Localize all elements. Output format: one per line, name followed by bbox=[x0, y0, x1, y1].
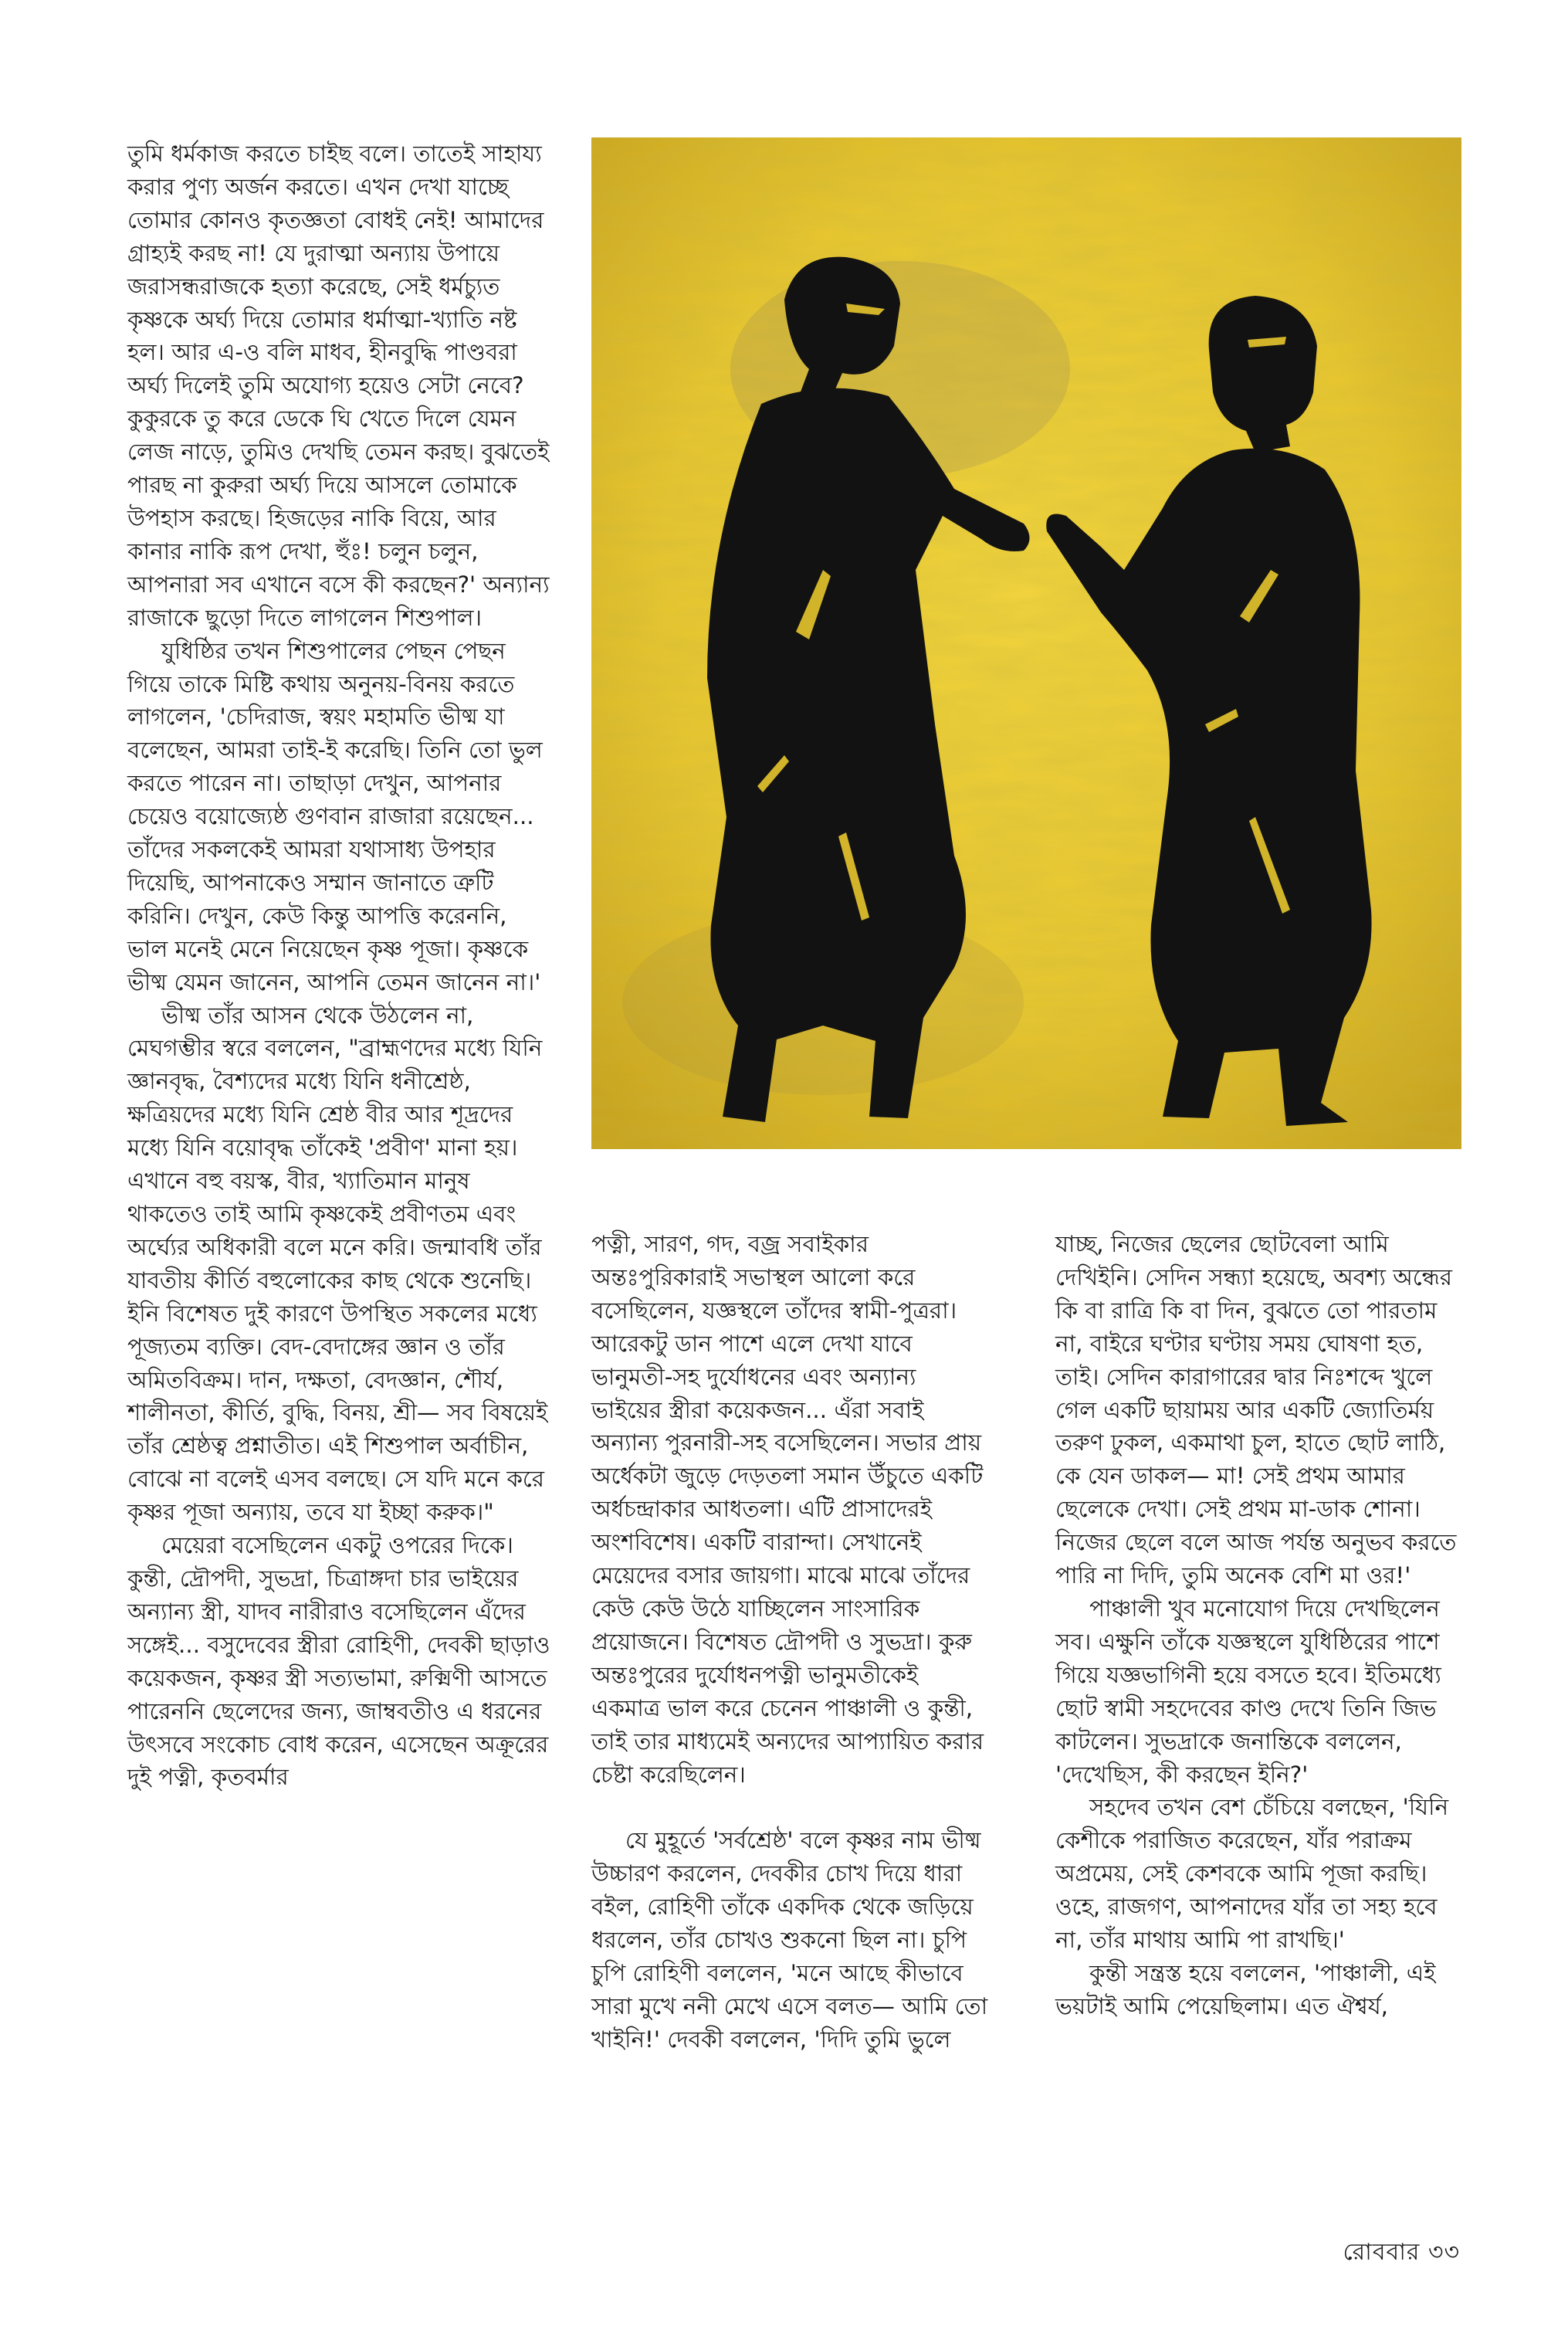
paragraph: যে মুহূর্তে 'সর্বশ্রেষ্ঠ' বলে কৃষ্ণর নাম ভীষ্ম উচ্চারণ করলেন, দেবকীর চোখ দিয়ে ধারা বইল, রোহিণী তাঁকে একদিক থেকে জড়িয়ে ধরলেন, তাঁর চোখও শুকনো ছিল না। চুপি চুপি রোহিণী বললেন, 'মনে আছে কীভাবে সারা মুখে ননী মেখে এসে বলত— আমি তো খাইনি!' দেবকী বললেন, 'দিদি তুমি ভুলে bbox=[591, 1827, 988, 2053]
paragraph: ভীষ্ম তাঁর আসন থেকে উঠলেন না, মেঘগম্ভীর স্বরে বললেন, "ব্রাহ্মণদের মধ্যে যিনি জ্ঞানবৃদ্ধ, বৈশ্যদের মধ্যে যিনি ধনীশ্রেষ্ঠ, ক্ষত্রিয়দের মধ্যে যিনি শ্রেষ্ঠ বীর আর শূদ্রদের মধ্যে যিনি বয়োবৃদ্ধ তাঁকেই 'প্রবীণ' মানা হয়। এখানে বহু বয়স্ক, বীর, খ্যাতিমান মানুষ থাকতেও তাই আমি কৃষ্ণকেই প্রবীণতম এবং অর্ঘ্যের অধিকারী বলে মনে করি। জন্মাবধি তাঁর যাবতীয় কীর্তি বহুলোকের কাছ থেকে শুনেছি। ইনি বিশেষত দুই কারণে উপস্থিত সকলের মধ্যে পূজ্যতম ব্যক্তি। বেদ-বেদাঙ্গের জ্ঞান ও তাঁর অমিতবিক্রম। দান, দক্ষতা, বেদজ্ঞান, শৌর্য, শালীনতা, কীর্তি, বুদ্ধি, বিনয়, শ্রী— সব বিষয়েই তাঁর শ্রেষ্ঠত্ব প্রশ্নাতীত। এই শিশুপাল অর্বাচীন, বোঝে না বলেই এসব বলছে। সে যদি মনে করে কৃষ্ণর পূজা অন্যায়, তবে যা ইচ্ছা করুক।" bbox=[127, 1002, 548, 1526]
paragraph: সহদেব তখন বেশ চেঁচিয়ে বলছেন, 'যিনি কেশীকে পরাজিত করেছেন, যাঁর পরাক্রম অপ্রমেয়, সেই কেশবকে আমি পূজা করছি। ওহে, রাজগণ, আপনাদের যাঁর তা সহ্য হবে না, তাঁর মাথায় আমি পা রাখছি।' bbox=[1055, 1794, 1449, 1954]
text-column-middle bbox=[591, 1228, 993, 2056]
paragraph: মেয়েরা বসেছিলেন একটু ওপরের দিকে। কুন্তী, দ্রৌপদী, সুভদ্রা, চিত্রাঙ্গদা চার ভাইয়ের অন্যান্য স্ত্রী, যাদব নারীরাও বসেছিলেন এঁদের সঙ্গেই... বসুদেবের স্ত্রীরা রোহিণী, দেবকী ছাড়াও কয়েকজন, কৃষ্ণর স্ত্রী সত্যভামা, রুক্মিণী আসতে পারেননি ছেলেদের জন্য, জাম্ববতীও এ ধরনের উৎসবে সংকোচ বোধ করেন, এসেছেন অক্রূরের দুই পত্নী, কৃতবর্মার bbox=[127, 1532, 550, 1791]
paragraph: তুমি ধর্মকাজ করতে চাইছ বলে। তাতেই সাহায্য করার পুণ্য অর্জন করতে। এখন দেখা যাচ্ছে তোমার কোনও কৃতজ্ঞতা বোধই নেই! আমাদের গ্রাহ্যই করছ না! যে দুরাত্মা অন্যায় উপায়ে জরাসন্ধরাজকে হত্যা করেছে, সেই ধর্মচ্যুত কৃষ্ণকে অর্ঘ্য দিয়ে তোমার ধর্মাত্মা-খ্যাতি নষ্ট হল। আর এ-ও বলি মাধব, হীনবুদ্ধি পাণ্ডবরা অর্ঘ্য দিলেই তুমি অযোগ্য হয়েও সেটা নেবে? কুকুরকে তু করে ডেকে ঘি খেতে দিলে যেমন লেজ নাড়ে, তুমিও দেখছি তেমন করছ। বুঝতেই পারছ না কুরুরা অর্ঘ্য দিয়ে আসলে তোমাকে উপহাস করছে। হিজড়ের নাকি বিয়ে, আর কানার নাকি রূপ দেখা, হুঁঃ! চলুন চলুন, আপনারা সব এখানে বসে কী করছেন?' অন্যান্য রাজাকে ছুড়ো দিতে লাগলেন শিশুপাল। bbox=[127, 141, 550, 631]
text-column-left bbox=[127, 137, 552, 1794]
silhouette-illustration bbox=[591, 137, 1461, 1149]
paragraph: যাচ্ছ, নিজের ছেলের ছোটবেলা আমি দেখিইনি। সেদিন সন্ধ্যা হয়েছে, অবশ্য অন্ধের কি বা রাত্রি কি বা দিন, বুঝতে তো পারতাম না, বাইরে ঘণ্টার ঘণ্টায় সময় ঘোষণা হত, তাই। সেদিন কারাগারের দ্বার নিঃশব্দে খুলে গেল একটি ছায়াময় আর একটি জ্যোতির্ময় তরুণ ঢুকল, একমাথা চুল, হাতে ছোট লাঠি, কে যেন ডাকল— মা! সেই প্রথম আমার ছেলেকে দেখা। সেই প্রথম মা-ডাক শোনা। নিজের ছেলে বলে আজ পর্যন্ত অনুভব করতে পারি না দিদি, তুমি অনেক বেশি মা ওর!' bbox=[1055, 1231, 1457, 1589]
page-folio: রোববার ৩৩ bbox=[1343, 2239, 1460, 2266]
text-column-right bbox=[1055, 1228, 1461, 2023]
paragraph: কুন্তী সন্ত্রস্ত হয়ে বললেন, 'পাঞ্চালী, এই ভয়টাই আমি পেয়েছিলাম। এত ঐশ্বর্য, bbox=[1055, 1959, 1436, 2019]
paragraph: পাঞ্চালী খুব মনোযোগ দিয়ে দেখছিলেন সব। এক্ষুনি তাঁকে যজ্ঞস্থলে যুধিষ্ঠিরের পাশে গিয়ে যজ্ঞভাগিনী হয়ে বসতে হবে। ইতিমধ্যে ছোট স্বামী সহদেবের কাণ্ড দেখে তিনি জিভ কাটলেন। সুভদ্রাকে জনান্তিকে বললেন, 'দেখেছিস, কী করছেন ইনি?' bbox=[1055, 1595, 1441, 1788]
paragraph: যুধিষ্ঠির তখন শিশুপালের পেছন পেছন গিয়ে তাকে মিষ্টি কথায় অনুনয়-বিনয় করতে লাগলেন, 'চেদিরাজ, স্বয়ং মহামতি ভীষ্ম যা বলেছেন, আমরা তাই-ই করেছি। তিনি তো ভুল করতে পারেন না। তাছাড়া দেখুন, আপনার চেয়েও বয়োজ্যেষ্ঠ গুণবান রাজারা রয়েছেন... তাঁদের সকলকেই আমরা যথাসাধ্য উপহার দিয়েছি, আপনাকেও সম্মান জানাতে ত্রুটি করিনি। দেখুন, কেউ কিন্তু আপত্তি করেননি, ভাল মনেই মেনে নিয়েছেন কৃষ্ণ পূজা। কৃষ্ণকে ভীষ্ম যেমন জানেন, আপনি তেমন জানেন না।' bbox=[127, 637, 543, 995]
paragraph: পত্নী, সারণ, গদ, বজ্র সবাইকার অন্তঃপুরিকারাই সভাস্থল আলো করে বসেছিলেন, যজ্ঞস্থলে তাঁদের স্বামী-পুত্ররা। আরেকটু ডান পাশে এলে দেখা যাবে ভানুমতী-সহ দুর্যোধনের এবং অন্যান্য ভাইয়ের স্ত্রীরা কয়েকজন... এঁরা সবাই অন্যান্য পুরনারী-সহ বসেছিলেন। সভার প্রায় অর্ধেকটা জুড়ে দেড়তলা সমান উঁচুতে একটি অর্ধচন্দ্রাকার আধতলা। এটি প্রাসাদেরই অংশবিশেষ। একটি বারান্দা। সেখানেই মেয়েদের বসার জায়গা। মাঝে মাঝে তাঁদের কেউ কেউ উঠে যাচ্ছিলেন সাংসারিক প্রয়োজনে। বিশেষত দ্রৌপদী ও সুভদ্রা। কুরু অন্তঃপুরের দুর্যোধনপত্নী ভানুমতীকেই একমাত্র ভাল করে চেনেন পাঞ্চালী ও কুন্তী, তাই তার মাধ্যমেই অন্যদের আপ্যায়িত করার চেষ্টা করেছিলেন। bbox=[591, 1231, 984, 1788]
